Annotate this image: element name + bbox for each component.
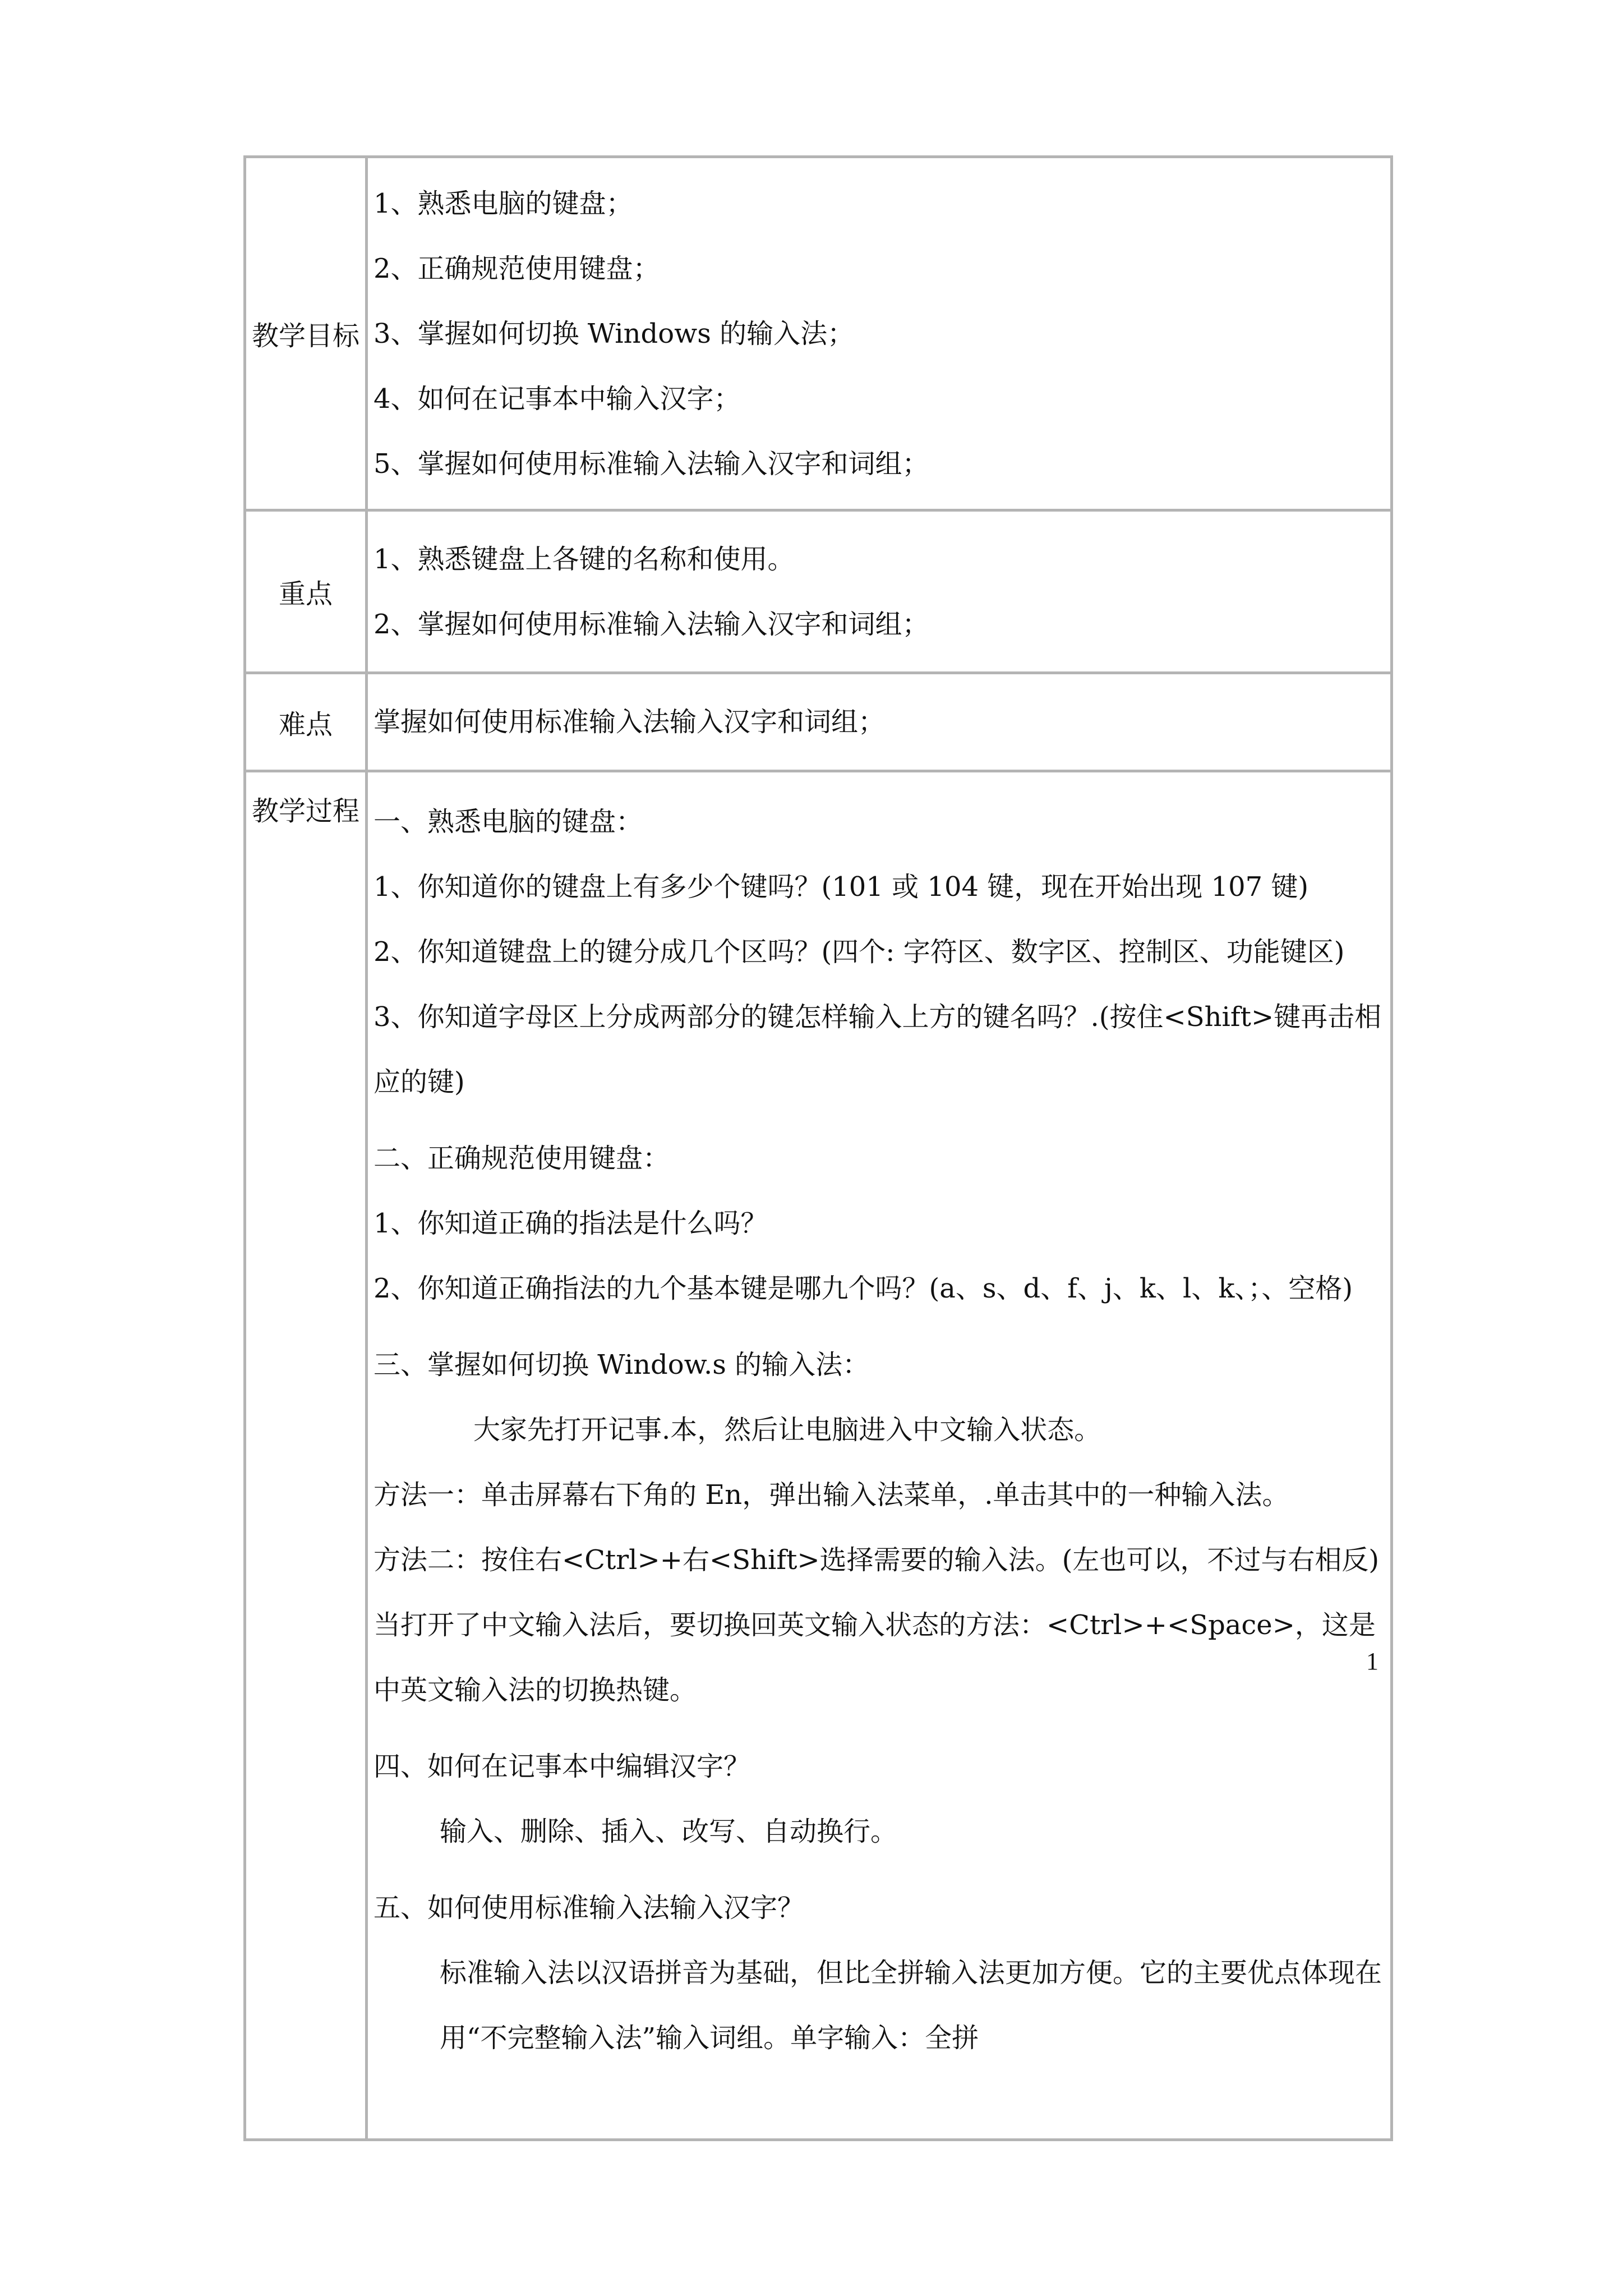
process-label: 教学过程 (245, 771, 367, 2140)
key-points-row (245, 510, 1392, 673)
section-heading: 三、掌握如何切换 Window.s 的输入法： (374, 1349, 870, 1381)
objective-item: 2、正确规范使用键盘； (374, 252, 660, 284)
objectives-content (367, 157, 1392, 510)
lesson-plan-table (243, 155, 1393, 2141)
section-heading: 一、熟悉电脑的键盘： (374, 806, 643, 838)
paragraph: 标准输入法以汉语拼音为基础，但比全拼输入法更加方便。它的主要优点体现在用“不完整输入法”输入词组。单字输入：全拼 (440, 1957, 1382, 2054)
paragraph: 输入、删除、插入、改写、自动换行。 (440, 1816, 898, 1847)
objective-item: 3、掌握如何切换 Windows 的输入法； (374, 318, 855, 349)
method-item: 方法二：按住右<Ctrl>+右<Shift>选择需要的输入法。(左也可以，不过与右相反) (374, 1544, 1380, 1576)
page-number: 1 (1366, 1648, 1378, 1675)
objective-item: 4、如何在记事本中输入汉字； (374, 383, 741, 415)
objective-item: 1、熟悉电脑的键盘； (374, 187, 633, 219)
method-item: 当打开了中文输入法后，要切换回英文输入状态的方法：<Ctrl>+<Space>，这是中英文输入法的切换热键。 (374, 1609, 1376, 1706)
section-heading: 五、如何使用标准输入法输入汉字？ (374, 1892, 805, 1924)
question-item: 2、你知道键盘上的键分成几个区吗？(四个: 字符区、数字区、控制区、功能键区) (374, 936, 1345, 968)
section-heading: 二、正确规范使用键盘： (374, 1143, 670, 1174)
paragraph: 大家先打开记事.本，然后让电脑进入中文输入状态。 (473, 1414, 1101, 1446)
question-item: 2、你知道正确指法的九个基本键是哪九个吗？(a、s、d、f、j、k、l、k、；、空格) (374, 1273, 1353, 1304)
method-item: 方法一：单击屏幕右下角的 En，弹出输入法菜单，.单击其中的一种输入法。 (374, 1479, 1289, 1511)
key-point-item: 2、掌握如何使用标准输入法输入汉字和词组； (374, 608, 929, 640)
question-item: 1、你知道你的键盘上有多少个键吗？(101 或 104 键，现在开始出现 107 键) (374, 871, 1309, 903)
process-row (245, 771, 1392, 2140)
objectives-row (245, 157, 1392, 510)
objectives-label: 教学目标 (245, 157, 367, 510)
difficulties-label: 难点 (245, 673, 367, 771)
section-heading: 四、如何在记事本中编辑汉字？ (374, 1751, 751, 1782)
difficulty-item: 掌握如何使用标准输入法输入汉字和词组； (374, 706, 886, 738)
objective-item: 5、掌握如何使用标准输入法输入汉字和词组； (374, 448, 929, 480)
question-item: 3、你知道字母区上分成两部分的键怎样输入上方的键名吗？.(按住<Shift>键再击相应的键) (374, 1001, 1382, 1098)
process-content (367, 771, 1392, 2140)
difficulties-content (367, 673, 1392, 771)
key-points-content (367, 510, 1392, 673)
question-item: 1、你知道正确的指法是什么吗？ (374, 1208, 768, 1239)
key-points-label: 重点 (245, 510, 367, 673)
key-point-item: 1、熟悉键盘上各键的名称和使用。 (374, 543, 795, 575)
difficulties-row (245, 673, 1392, 771)
